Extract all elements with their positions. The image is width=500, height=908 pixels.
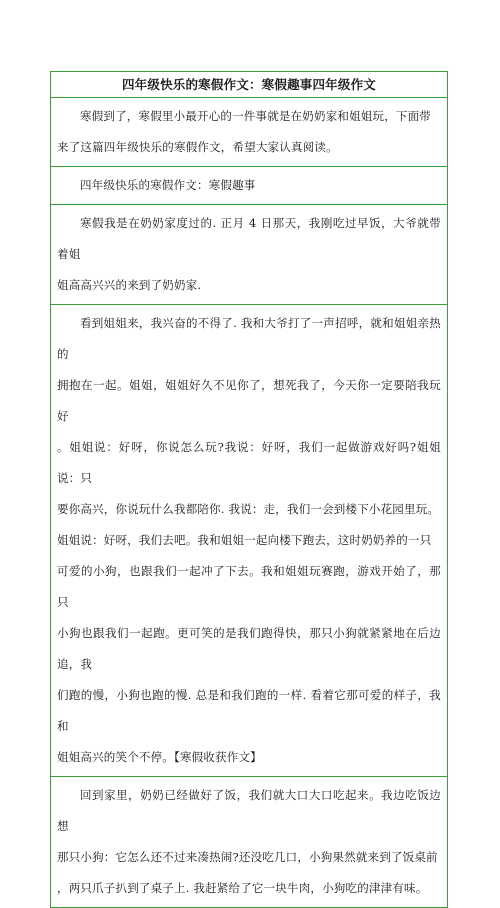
text-line: 看到姐姐来，我兴奋的不得了. 我和大爷打了一声招呼，就和姐姐亲热的: [57, 316, 441, 361]
text-line: 们跑的慢，小狗也跑的慢. 总是和我们跑的一样. 看着它那可爱的样子，我和: [57, 688, 441, 733]
text-line: 那只小狗：它怎么还不过来凑热闹?还没吃几口，小狗果然就来到了饭桌前: [57, 850, 438, 864]
text-line: 四年级快乐的寒假作文：寒假趣事: [80, 178, 256, 192]
paragraph-intro: [51, 98, 447, 167]
paragraph-subtitle: [51, 167, 447, 205]
article-title: 四年级快乐的寒假作文：寒假趣事四年级作文: [51, 72, 447, 98]
text-line: 寒假我是在奶奶家度过的. 正月 4 日那天，我刚吃过早饭，大爷就带着姐: [57, 216, 441, 261]
text-line: 回到家里，奶奶已经做好了饭，我们就大口大口吃起来。我边吃饭边想: [57, 788, 441, 833]
text-line: ，两只爪子扒到了桌子上. 我赶紧给了它一块牛肉，小狗吃的津津有味。: [57, 881, 428, 895]
paragraph-3: [51, 777, 447, 908]
article-table: [50, 71, 448, 908]
text-line: 姐高高兴兴的来到了奶奶家.: [57, 278, 202, 292]
text-line: 要你高兴，你说玩什么我都陪你. 我说：走，我们一会到楼下小花园里玩。: [57, 502, 440, 516]
text-line: 。姐姐说：好呀，你说怎么玩?我说：好呀，我们一起做游戏好吗?姐姐说：只: [57, 440, 441, 485]
text-line: 姐姐说：好呀，我们去吧。我和姐姐一起向楼下跑去，这时奶奶养的一只: [57, 533, 432, 547]
text-line: 来了这篇四年级快乐的寒假作文，希望大家认真阅读。: [57, 140, 338, 154]
text-line: 寒假到了，寒假里小最开心的一件事就是在奶奶家和姐姐玩，下面带: [80, 109, 431, 123]
text-line: 姐姐高兴的笑个不停。【寒假收获作文】: [57, 750, 262, 764]
paragraph-1: [51, 205, 447, 305]
text-line: 可爱的小狗，也跟我们一起冲了下去。我和姐姐玩赛跑，游戏开始了，那只: [57, 564, 441, 609]
text-line: 拥抱在一起。姐姐，姐姐好久不见你了，想死我了，今天你一定要陪我玩好: [57, 378, 441, 423]
paragraph-2: [51, 305, 447, 777]
text-line: 小狗也跟我们一起跑。更可笑的是我们跑得快，那只小狗就紧紧地在后边追，我: [57, 626, 441, 671]
